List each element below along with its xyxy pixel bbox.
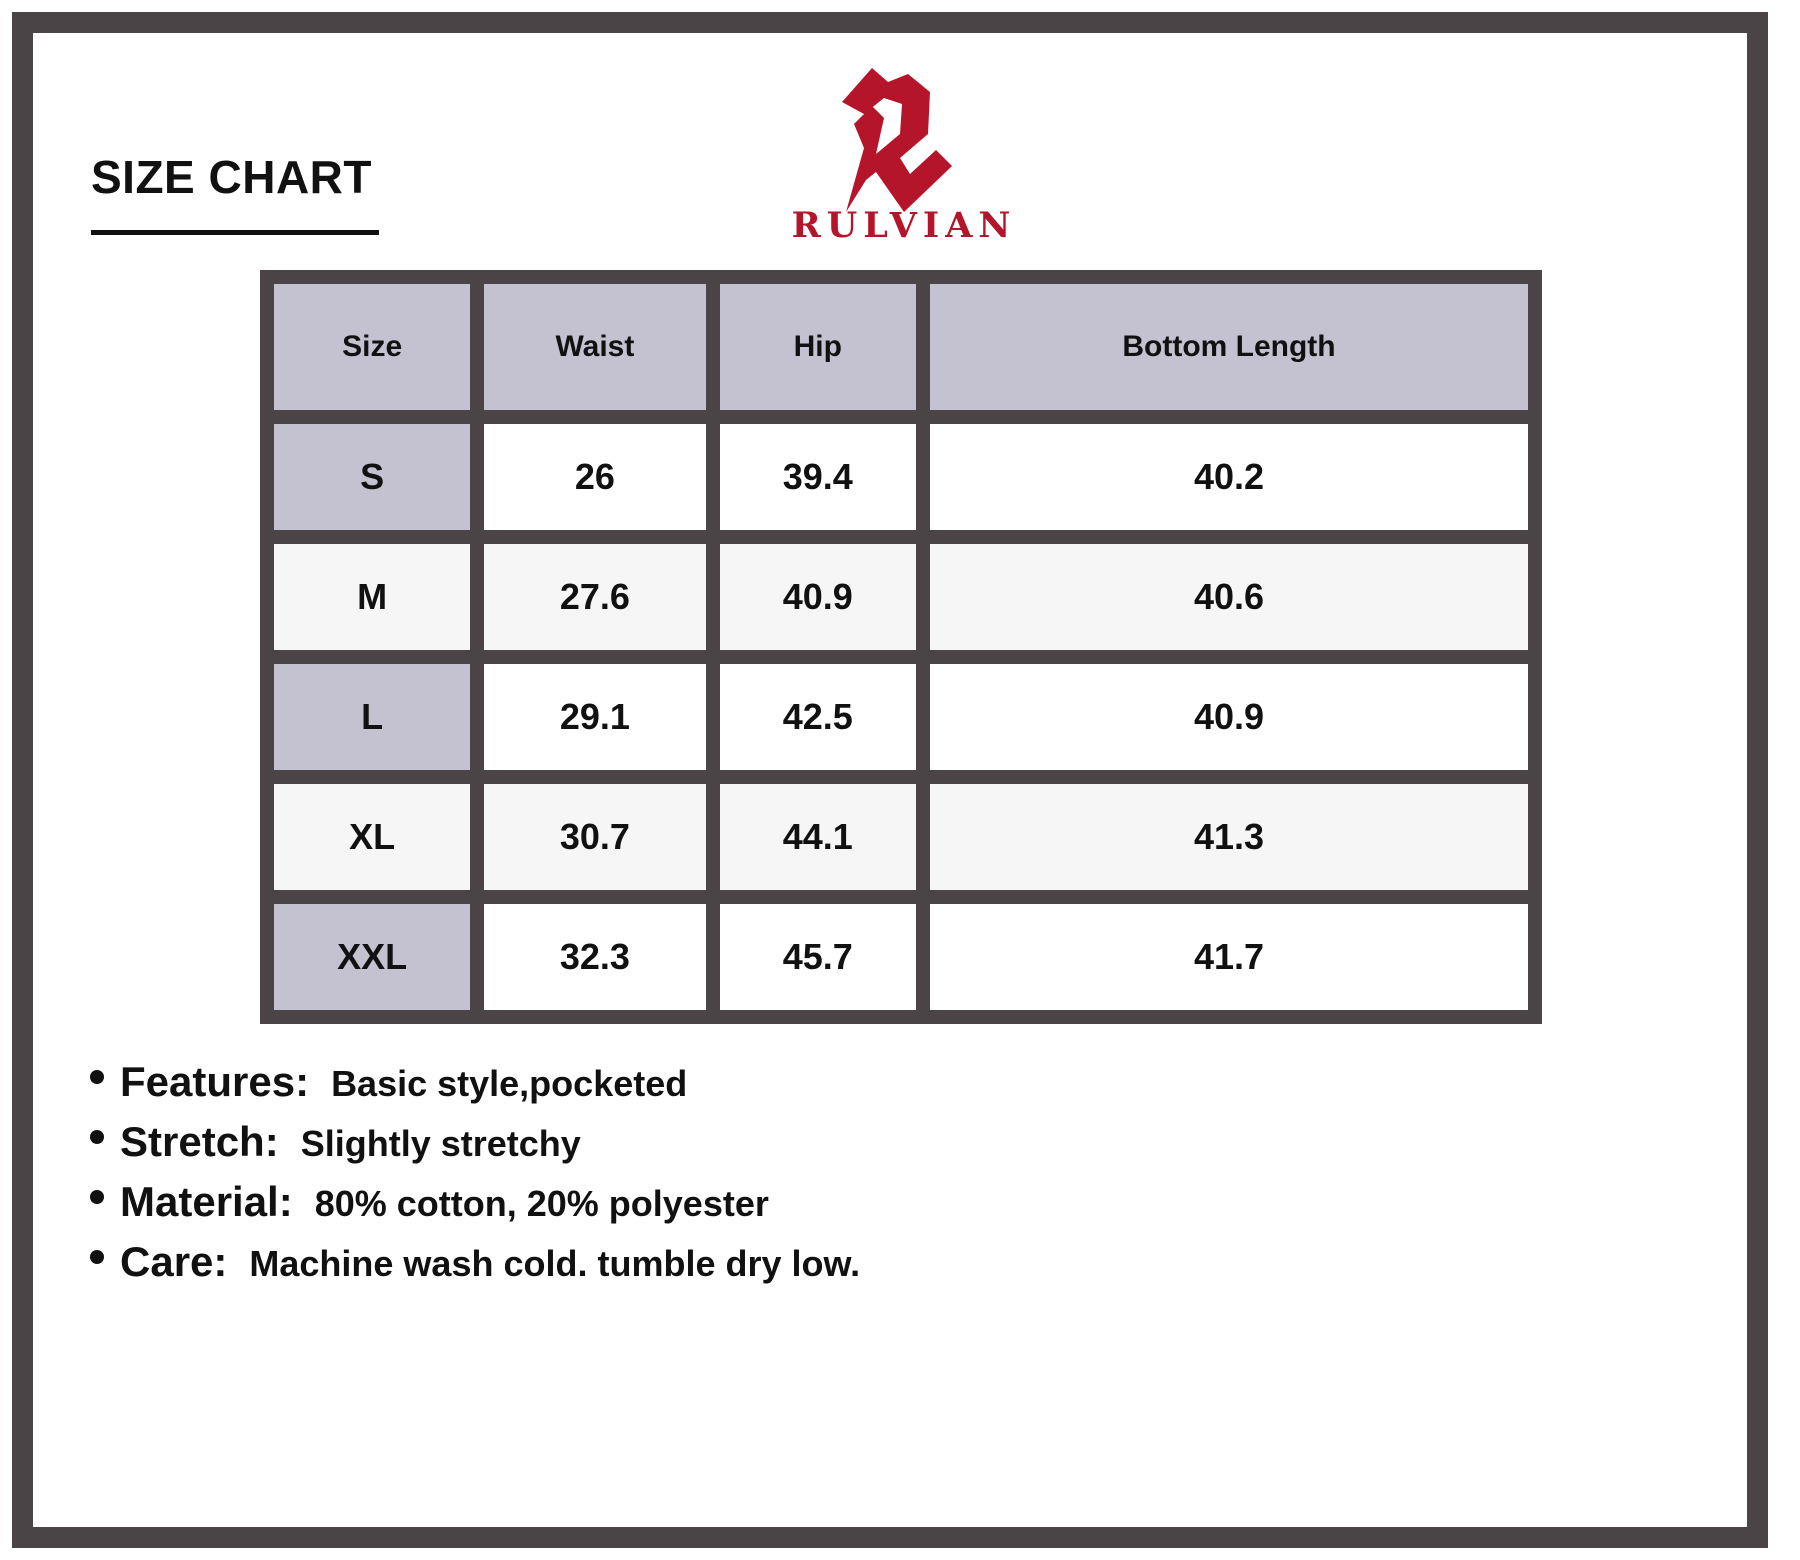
feature-item-features [90,1058,860,1118]
title-underline [91,230,379,235]
waist-cell: 26 [484,424,705,530]
feature-item-material [90,1178,860,1238]
feature-item-care [90,1238,860,1298]
bullet-icon [90,1190,104,1204]
size-cell: XL [274,784,470,890]
table-row [274,904,1528,1010]
size-cell: M [274,544,470,650]
feature-label: Material: [120,1178,293,1225]
feature-list [90,1058,860,1298]
table-row [274,544,1528,650]
bottom-length-cell: 40.6 [930,544,1528,650]
feature-label: Care: [120,1238,228,1285]
table-row [274,664,1528,770]
table-header-row [274,284,1528,410]
hip-cell: 44.1 [720,784,916,890]
bottom-length-cell: 41.7 [930,904,1528,1010]
waist-cell: 29.1 [484,664,705,770]
feature-value: Basic style,pocketed [331,1063,688,1104]
table-row [274,424,1528,530]
bullet-icon [90,1250,104,1264]
brand-wordmark: RULVIAN [791,205,1017,246]
table-row [274,784,1528,890]
hip-cell: 42.5 [720,664,916,770]
size-cell: S [274,424,470,530]
column-header-waist: Waist [484,284,705,410]
feature-value: Slightly stretchy [300,1123,581,1164]
column-header-size: Size [274,284,470,410]
hip-cell: 40.9 [720,544,916,650]
feature-value: 80% cotton, 20% polyester [314,1183,769,1224]
column-header-bottom-length: Bottom Length [930,284,1528,410]
feature-item-stretch [90,1118,860,1178]
bottom-length-cell: 40.2 [930,424,1528,530]
bullet-icon [90,1070,104,1084]
column-header-hip: Hip [720,284,916,410]
bottom-length-cell: 41.3 [930,784,1528,890]
waist-cell: 32.3 [484,904,705,1010]
feature-label: Features: [120,1058,310,1105]
waist-cell: 27.6 [484,544,705,650]
size-cell: XXL [274,904,470,1010]
hip-cell: 45.7 [720,904,916,1010]
waist-cell: 30.7 [484,784,705,890]
feature-value: Machine wash cold. tumble dry low. [249,1243,861,1284]
hip-cell: 39.4 [720,424,916,530]
page-title: SIZE CHART [91,151,372,203]
size-cell: L [274,664,470,770]
size-table [260,270,1542,1024]
feature-label: Stretch: [120,1118,279,1165]
bullet-icon [90,1130,104,1144]
bottom-length-cell: 40.9 [930,664,1528,770]
